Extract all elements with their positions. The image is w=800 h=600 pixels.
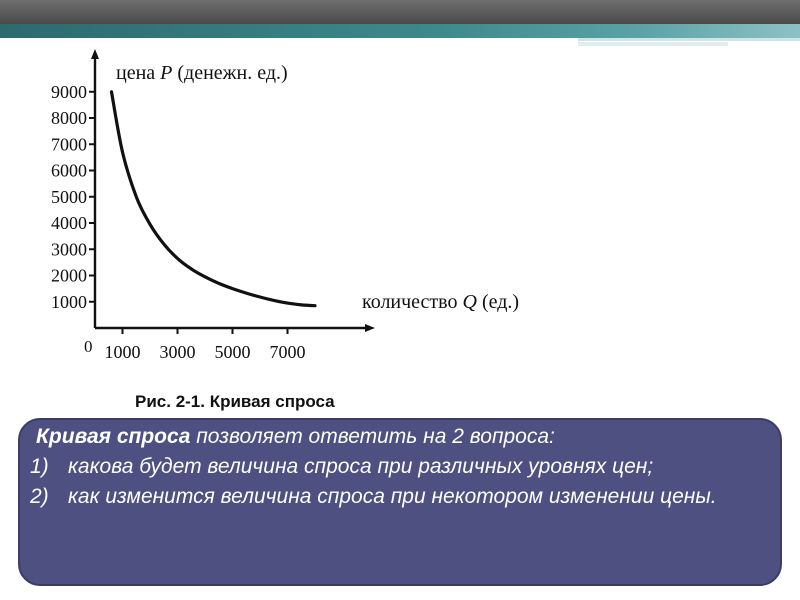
stripe-highlight	[578, 38, 800, 41]
demand-curve	[112, 92, 316, 306]
y-tick-label: 9000	[51, 81, 87, 102]
x-tick-label: 1000	[104, 342, 141, 362]
question-item	[30, 482, 770, 512]
y-axis-label-var: P	[160, 62, 173, 84]
y-tick-label: 1000	[51, 291, 87, 312]
y-tick-label: 7000	[51, 134, 87, 155]
figure-caption: Рис. 2-1. Кривая спроса	[135, 392, 335, 411]
origin-label: 0	[84, 337, 93, 356]
x-axis-label	[362, 291, 519, 313]
accent-stripe	[0, 24, 800, 38]
info-box	[18, 418, 782, 586]
x-axis-label-suffix: (ед.)	[481, 291, 520, 313]
question-text: какова будет величина спроса при различных уровнях цен;	[68, 455, 654, 478]
x-tick-label: 7000	[269, 342, 306, 362]
x-axis-label-var: Q	[462, 291, 477, 313]
question-text: как изменится величина спроса при некотором изменении цены.	[68, 485, 717, 508]
y-tick-label: 4000	[51, 213, 87, 233]
y-tick-label: 8000	[51, 108, 87, 128]
demand-chart	[0, 38, 600, 388]
question-number: 1)	[30, 455, 49, 478]
y-tick-label: 2000	[51, 265, 87, 286]
x-axis-label-prefix: количество	[362, 291, 463, 313]
y-tick-label: 6000	[51, 160, 87, 181]
intro-line	[36, 422, 770, 452]
question-number: 2)	[30, 485, 49, 508]
question-item	[30, 452, 770, 482]
y-tick-label: 5000	[51, 186, 87, 207]
y-tick-label: 3000	[51, 239, 87, 260]
x-tick-label: 3000	[159, 342, 196, 362]
intro-rest: позволяет ответить на 2 вопроса:	[190, 425, 555, 448]
top-band	[0, 0, 800, 24]
y-axis-label	[116, 62, 288, 84]
x-tick-label: 5000	[214, 342, 251, 362]
y-axis-label-prefix: цена	[116, 62, 161, 84]
y-axis-label-suffix: (денежн. ед.)	[177, 62, 288, 84]
intro-term: Кривая спроса	[36, 425, 191, 448]
stripe-highlight	[578, 42, 728, 46]
